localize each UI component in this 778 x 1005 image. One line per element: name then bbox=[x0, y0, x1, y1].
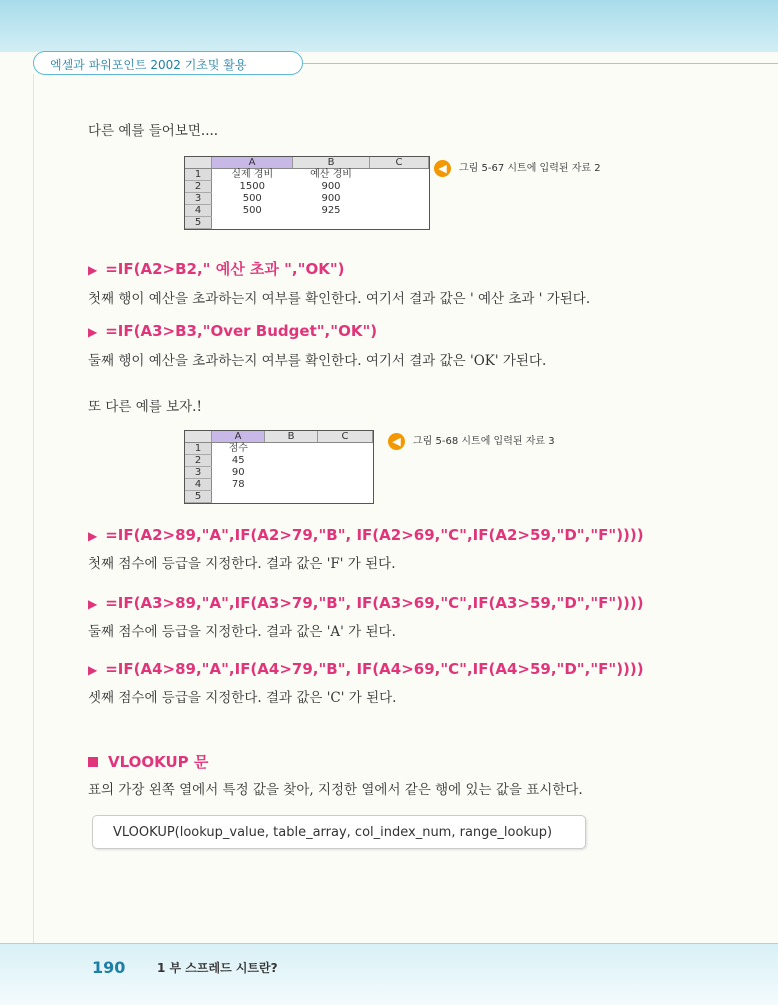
header-rule bbox=[303, 63, 778, 64]
book-title-tab bbox=[33, 51, 303, 75]
row-header: 1 bbox=[185, 443, 212, 455]
col-header-a: A bbox=[212, 431, 265, 443]
row-header: 2 bbox=[185, 455, 212, 467]
formula-text: =IF(A3>B3,"Over Budget","OK") bbox=[105, 322, 378, 340]
cell-a3: 500 bbox=[242, 193, 262, 204]
section-heading-vlookup bbox=[88, 751, 208, 772]
formula-heading-5 bbox=[88, 660, 644, 678]
formula-heading-1 bbox=[88, 258, 344, 279]
formula-description-3: 첫째 점수에 등급을 지정한다. 결과 값은 'F' 가 된다. bbox=[88, 556, 396, 572]
cell-b1 bbox=[265, 443, 318, 455]
cell-a1: 점수 bbox=[228, 443, 248, 455]
header-band bbox=[0, 0, 778, 52]
cell-a4: 78 bbox=[231, 479, 245, 490]
cell-b4: 925 bbox=[321, 205, 341, 216]
row-header: 1 bbox=[185, 169, 212, 181]
section-title-text: VLOOKUP 문 bbox=[108, 753, 209, 771]
row-header: 5 bbox=[185, 491, 212, 503]
cell-c4 bbox=[318, 479, 373, 491]
row-header: 3 bbox=[185, 467, 212, 479]
arrow-left-icon: ◀ bbox=[434, 160, 451, 177]
intro-text-2: 또 다른 예를 보자.! bbox=[88, 399, 202, 415]
book-title: 엑셀과 파워포인트 2002 기초및 활용 bbox=[50, 58, 247, 72]
cell-c3 bbox=[370, 193, 429, 205]
cell-c1 bbox=[370, 169, 429, 181]
cell-c3 bbox=[318, 467, 373, 479]
formula-description-2: 둘째 행이 예산을 초과하는지 여부를 확인한다. 여기서 결과 값은 'OK' 가된다. bbox=[88, 353, 547, 369]
cell-c5 bbox=[318, 491, 373, 503]
figure-caption-2 bbox=[388, 432, 555, 450]
part-label: 1 부 스프레드 시트란? bbox=[157, 961, 278, 975]
row-header: 3 bbox=[185, 193, 212, 205]
cell-c4 bbox=[370, 205, 429, 217]
col-header-c: C bbox=[370, 157, 429, 169]
row-header: 5 bbox=[185, 217, 212, 229]
cell-a2: 1500 bbox=[239, 181, 265, 192]
caption-text: 그림 5-68 시트에 입력된 자료 3 bbox=[413, 436, 555, 447]
footer-rule bbox=[0, 943, 778, 944]
sheet-corner bbox=[185, 157, 212, 169]
formula-text: =IF(A2>89,"A",IF(A2>79,"B", IF(A2>69,"C",IF(A2>59,"D","F")))) bbox=[105, 526, 644, 544]
intro-text-1: 다른 예를 들어보면.... bbox=[88, 123, 219, 139]
spreadsheet-figure-1 bbox=[184, 156, 430, 230]
row-header: 2 bbox=[185, 181, 212, 193]
cell-b1: 예산 경비 bbox=[310, 169, 352, 181]
cell-a5 bbox=[212, 491, 265, 503]
formula-description-1: 첫째 행이 예산을 초과하는지 여부를 확인한다. 여기서 결과 값은 ' 예산 초과 ' 가된다. bbox=[88, 291, 591, 307]
cell-b5 bbox=[293, 217, 370, 229]
page-number: 190 bbox=[92, 958, 126, 977]
cell-c5 bbox=[370, 217, 429, 229]
cell-b3: 900 bbox=[321, 193, 341, 204]
caption-text: 그림 5-67 시트에 입력된 자료 2 bbox=[459, 163, 601, 174]
formula-text: =IF(A4>89,"A",IF(A4>79,"B", IF(A4>69,"C",IF(A4>59,"D","F")))) bbox=[105, 660, 644, 678]
triangle-right-icon: ▶ bbox=[88, 263, 98, 277]
cell-b3 bbox=[265, 467, 318, 479]
formula-description-4: 둘째 점수에 등급을 지정한다. 결과 값은 'A' 가 된다. bbox=[88, 624, 396, 640]
syntax-box bbox=[92, 815, 586, 849]
margin-rule bbox=[33, 74, 34, 944]
formula-text: =IF(A3>89,"A",IF(A3>79,"B", IF(A3>69,"C",IF(A3>59,"D","F")))) bbox=[105, 594, 644, 612]
cell-b5 bbox=[265, 491, 318, 503]
triangle-right-icon: ▶ bbox=[88, 529, 98, 543]
cell-a4: 500 bbox=[242, 205, 262, 216]
col-header-c: C bbox=[318, 431, 373, 443]
cell-b2: 900 bbox=[321, 181, 341, 192]
figure-caption-1 bbox=[434, 159, 601, 177]
syntax-text: VLOOKUP(lookup_value, table_array, col_index_num, range_lookup) bbox=[113, 825, 553, 840]
row-header: 4 bbox=[185, 479, 212, 491]
triangle-right-icon: ▶ bbox=[88, 597, 98, 611]
triangle-right-icon: ▶ bbox=[88, 663, 98, 677]
cell-c2 bbox=[370, 181, 429, 193]
cell-b2 bbox=[265, 455, 318, 467]
vlookup-description: 표의 가장 왼쪽 열에서 특정 값을 찾아, 지정한 열에서 같은 행에 있는 값을 표시한다. bbox=[88, 782, 583, 798]
formula-heading-2 bbox=[88, 322, 377, 340]
cell-c2 bbox=[318, 455, 373, 467]
formula-heading-4 bbox=[88, 594, 644, 612]
col-header-a: A bbox=[212, 157, 293, 169]
sheet-corner bbox=[185, 431, 212, 443]
cell-a5 bbox=[212, 217, 293, 229]
triangle-right-icon: ▶ bbox=[88, 325, 98, 339]
formula-text: =IF(A2>B2," 예산 초과 ","OK") bbox=[105, 260, 345, 278]
spreadsheet-figure-2 bbox=[184, 430, 374, 504]
cell-c1 bbox=[318, 443, 373, 455]
formula-heading-3 bbox=[88, 526, 644, 544]
col-header-b: B bbox=[293, 157, 370, 169]
col-header-b: B bbox=[265, 431, 318, 443]
cell-a3: 90 bbox=[231, 467, 245, 478]
cell-a1: 실제 경비 bbox=[231, 169, 274, 181]
arrow-left-icon: ◀ bbox=[388, 433, 405, 450]
square-bullet-icon bbox=[88, 757, 98, 767]
formula-description-5: 셋째 점수에 등급을 지정한다. 결과 값은 'C' 가 된다. bbox=[88, 690, 397, 706]
cell-a2: 45 bbox=[231, 455, 245, 466]
row-header: 4 bbox=[185, 205, 212, 217]
cell-b4 bbox=[265, 479, 318, 491]
